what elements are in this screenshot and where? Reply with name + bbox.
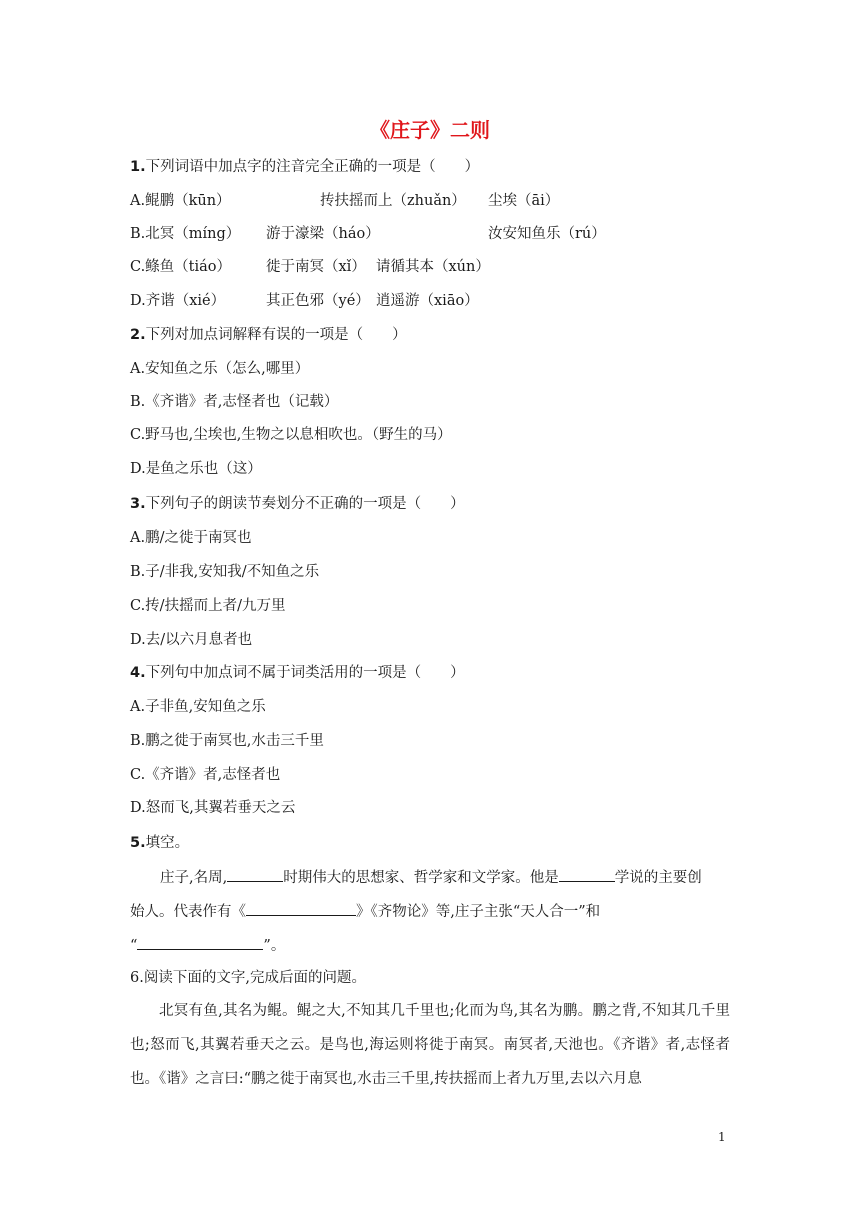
- question-4: [130, 663, 465, 683]
- fill-blank[interactable]: [137, 935, 263, 950]
- option-cell: 徙于南冥（xǐ）: [266, 259, 366, 275]
- q4-option-a: A.子非鱼,安知鱼之乐: [130, 699, 266, 715]
- fill-text: 始人。代表作有《: [130, 904, 246, 920]
- question-stem: 阅读下面的文字,完成后面的问题。: [143, 970, 366, 986]
- option-cell: A.鲲鹏（kūn）: [130, 193, 231, 209]
- q3-option-b: B.子/非我,安知我/不知鱼之乐: [130, 564, 320, 580]
- fill-text: 时期伟大的思想家、哲学家和文学家。他是: [283, 870, 559, 886]
- q3-option-d: D.去/以六月息者也: [130, 632, 253, 648]
- fill-text: 庄子,名周,: [160, 870, 228, 886]
- question-number: 2.: [130, 327, 146, 343]
- q2-option-d: D.是鱼之乐也（这）: [130, 461, 262, 477]
- option-cell: 游于濠梁（háo）: [266, 226, 380, 242]
- q4-option-d: D.怒而飞,其翼若垂天之云: [130, 800, 296, 816]
- question-number: 4.: [130, 665, 146, 681]
- option-cell: 汝安知鱼乐（rú）: [488, 226, 606, 242]
- question-2: [130, 325, 407, 345]
- fill-blank[interactable]: [559, 867, 615, 882]
- option-cell: 尘埃（āi）: [488, 193, 560, 209]
- fill-text: ”。: [263, 938, 286, 954]
- question-number: 5.: [130, 835, 146, 851]
- page-number: 1: [718, 1130, 726, 1144]
- q5-fill-line-2: [130, 901, 600, 922]
- question-stem: 下列词语中加点字的注音完全正确的一项是（ ）: [145, 159, 480, 175]
- question-stem: 下列句中加点词不属于词类活用的一项是（ ）: [145, 665, 465, 681]
- document-title: 《庄子》二则: [370, 118, 490, 142]
- fill-text: 》《齐物论》等,庄子主张“天人合一”和: [356, 904, 601, 920]
- question-number: 6.: [130, 970, 144, 986]
- q3-option-c: C.抟/扶摇而上者/九万里: [130, 598, 286, 614]
- question-6: [130, 968, 366, 988]
- option-cell: D.齐谐（xié）: [130, 293, 226, 309]
- fill-blank[interactable]: [246, 901, 356, 916]
- q2-option-c: C.野马也,尘埃也,生物之以息相吹也。（野生的马）: [130, 427, 452, 443]
- q4-option-c: C.《齐谐》者,志怪者也: [130, 767, 281, 783]
- q2-option-b: B.《齐谐》者,志怪者也（记载）: [130, 394, 339, 410]
- question-number: 1.: [130, 159, 146, 175]
- q3-option-a: A.鹏/之徙于南冥也: [130, 530, 252, 546]
- reading-passage: 北冥有鱼,其名为鲲。鲲之大,不知其几千里也;化而为鸟,其名为鹏。鹏之背,不知其几千里也;怒而飞,其翼若垂天之云。是鸟也,海运则将徙于南冥。南冥者,天池也。《齐谐》者,志怪者也。《谐》之言曰:“鹏之徙于南冥也,水击三千里,抟扶摇而上者九万里,去以六月息: [130, 1003, 730, 1087]
- option-cell: B.北冥（míng）: [130, 226, 241, 242]
- q2-option-a: A.安知鱼之乐（怎么,哪里）: [130, 361, 310, 377]
- fill-text: 学说的主要创: [614, 870, 702, 886]
- question-number: 3.: [130, 496, 146, 512]
- question-stem: 下列句子的朗读节奏划分不正确的一项是（ ）: [145, 496, 465, 512]
- fill-blank[interactable]: [227, 867, 283, 882]
- fill-text: “: [130, 938, 138, 954]
- q5-fill-line-1: [160, 867, 702, 888]
- option-cell: C.鲦鱼（tiáo）: [130, 259, 232, 275]
- option-cell: 其正色邪（yé）: [266, 293, 370, 309]
- question-stem: 下列对加点词解释有误的一项是（ ）: [145, 327, 407, 343]
- question-stem: 填空。: [145, 835, 190, 851]
- question-5: [130, 833, 189, 853]
- question-1: [130, 157, 479, 177]
- question-3: [130, 494, 465, 514]
- option-cell: 请循其本（xún）: [376, 259, 490, 275]
- option-cell: 逍遥游（xiāo）: [376, 293, 479, 309]
- q5-fill-line-3: [130, 935, 285, 956]
- option-cell: 抟扶摇而上（zhuǎn）: [320, 193, 466, 209]
- q4-option-b: B.鹏之徙于南冥也,水击三千里: [130, 733, 324, 749]
